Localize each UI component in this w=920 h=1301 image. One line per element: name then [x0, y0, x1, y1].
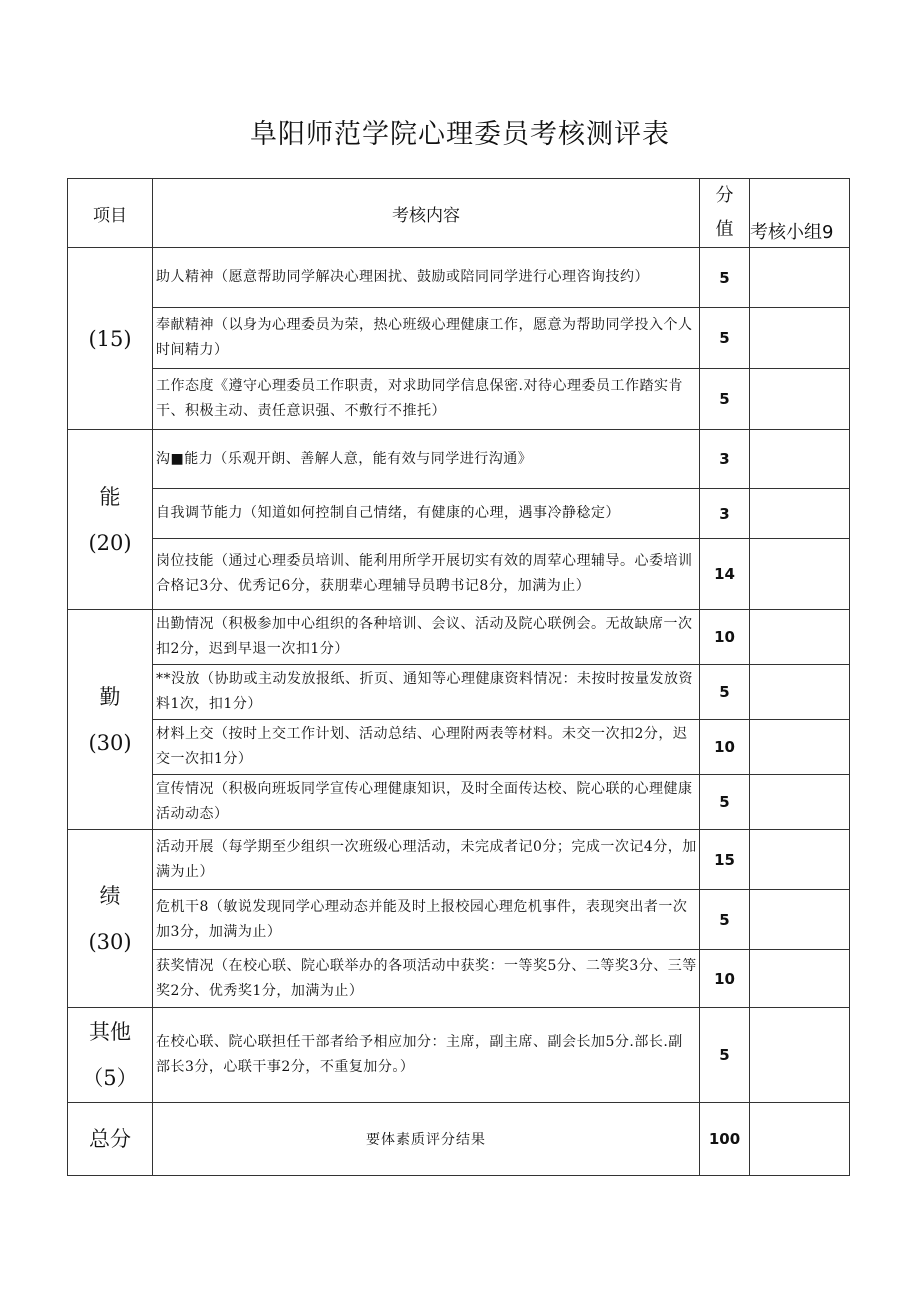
header-row	[68, 179, 850, 248]
table-row	[68, 665, 850, 720]
score-value: 10	[700, 950, 750, 1008]
criteria-text: 工作态度《遵守心理委员工作职责，对求助同学信息保密.对待心理委员工作踏实肯干、积极主动、责任意识强、不敷行不推托）	[153, 369, 700, 430]
group-score-cell[interactable]	[750, 775, 850, 830]
criteria-text: 奉献精神（以身为心理委员为荣，热心班级心理健康工作，愿意为帮助同学投入个人时间精力）	[153, 308, 700, 369]
table-row	[68, 308, 850, 369]
category-points: (30)	[88, 730, 132, 755]
header-group: 考核小组9	[750, 179, 850, 248]
header-content: 考核内容	[153, 179, 700, 248]
table-row	[68, 830, 850, 890]
category-points: (15)	[88, 326, 132, 351]
table-row	[68, 430, 850, 489]
criteria-text: 沟■能力（乐观开朗、善解人意，能有效与同学进行沟通》	[153, 430, 700, 489]
criteria-text: 助人精神（愿意帮助同学解决心理困扰、鼓励或陪同同学进行心理咨询技约）	[153, 248, 700, 308]
group-score-cell[interactable]	[750, 308, 850, 369]
group-score-cell[interactable]	[750, 1008, 850, 1103]
header-score	[700, 179, 750, 248]
table-row	[68, 369, 850, 430]
category-name: 能	[99, 484, 121, 509]
score-value: 5	[700, 665, 750, 720]
group-score-cell[interactable]	[750, 830, 850, 890]
total-row	[68, 1103, 850, 1176]
group-score-cell[interactable]	[750, 430, 850, 489]
table-row	[68, 720, 850, 775]
group-score-cell[interactable]	[750, 489, 850, 539]
page-title: 阜阳师范学院心理委员考核测评表	[250, 119, 670, 150]
criteria-text: 材料上交（按时上交工作计划、活动总结、心理附两表等材料。未交一次扣2分，迟交一次扣1分）	[153, 720, 700, 775]
category-cell	[68, 830, 153, 1008]
total-label: 总分	[68, 1103, 153, 1176]
category-cell	[68, 1008, 153, 1103]
score-value: 10	[700, 720, 750, 775]
table-row	[68, 1008, 850, 1103]
table-row	[68, 890, 850, 950]
header-score-line1: 分	[715, 185, 734, 206]
category-points: (20)	[88, 530, 132, 555]
score-value: 14	[700, 539, 750, 610]
score-value: 10	[700, 610, 750, 665]
table-row	[68, 950, 850, 1008]
table-row	[68, 610, 850, 665]
group-score-cell[interactable]	[750, 890, 850, 950]
total-group-score-cell[interactable]	[750, 1103, 850, 1176]
score-value: 5	[700, 775, 750, 830]
score-value: 15	[700, 830, 750, 890]
criteria-text: 危机干8（敏说发现同学心理动态并能及时上报校园心理危机事件，表现突出者一次加3分，加满为止）	[153, 890, 700, 950]
category-points: (30)	[88, 929, 132, 954]
criteria-text: 自我调节能力（知道如何控制自己情绪，有健康的心理，遇事冷静稔定）	[153, 489, 700, 539]
group-score-cell[interactable]	[750, 610, 850, 665]
category-name: 绩	[99, 883, 121, 908]
criteria-text: **没放（协助或主动发放报纸、折页、通知等心理健康资料情况：未按时按量发放资料1次，扣1分）	[153, 665, 700, 720]
criteria-text: 出勤情况（积极参加中心组织的各种培训、会议、活动及院心联例会。无故缺席一次扣2分，迟到早退一次扣1分）	[153, 610, 700, 665]
score-value: 5	[700, 248, 750, 308]
total-content: 要体素质评分结果	[153, 1103, 700, 1176]
table-row	[68, 248, 850, 308]
category-cell	[68, 248, 153, 430]
group-score-cell[interactable]	[750, 539, 850, 610]
criteria-text: 活动开展（每学期至少组织一次班级心理活动，未完成者记0分；完成一次记4分，加满为止）	[153, 830, 700, 890]
group-score-cell[interactable]	[750, 720, 850, 775]
criteria-text: 获奖情况（在校心联、院心联举办的各项活动中获奖：一等奖5分、二等奖3分、三等奖2分、优秀奖1分，加满为止）	[153, 950, 700, 1008]
score-value: 5	[700, 369, 750, 430]
total-score: 100	[700, 1103, 750, 1176]
score-value: 5	[700, 308, 750, 369]
group-score-cell[interactable]	[750, 665, 850, 720]
criteria-text: 在校心联、院心联担任干部者给予相应加分：主席，副主席、副会长加5分.部长.副部长3分，心联干事2分，不重复加分。）	[153, 1008, 700, 1103]
category-name: 其他	[89, 1020, 131, 1044]
evaluation-table	[67, 178, 850, 1176]
criteria-text: 宣传情况（积极向班坂同学宣传心理健康知识，及时全面传达校、院心联的心理健康活动动态）	[153, 775, 700, 830]
score-value: 3	[700, 489, 750, 539]
header-item: 项目	[68, 179, 153, 248]
score-value: 3	[700, 430, 750, 489]
table-row	[68, 775, 850, 830]
group-score-cell[interactable]	[750, 248, 850, 308]
category-cell	[68, 610, 153, 830]
criteria-text: 岗位技能（通过心理委员培训、能利用所学开展切实有效的周荤心理辅导。心委培训合格记3分、优秀记6分，获朋辈心理辅导员聘书记8分，加满为止）	[153, 539, 700, 610]
category-cell	[68, 430, 153, 610]
score-value: 5	[700, 890, 750, 950]
group-score-cell[interactable]	[750, 950, 850, 1008]
category-name: 勤	[99, 684, 121, 709]
header-score-line2: 值	[715, 219, 734, 240]
category-points: （5）	[82, 1066, 138, 1090]
score-value: 5	[700, 1008, 750, 1103]
table-row	[68, 539, 850, 610]
table-row	[68, 489, 850, 539]
group-score-cell[interactable]	[750, 369, 850, 430]
